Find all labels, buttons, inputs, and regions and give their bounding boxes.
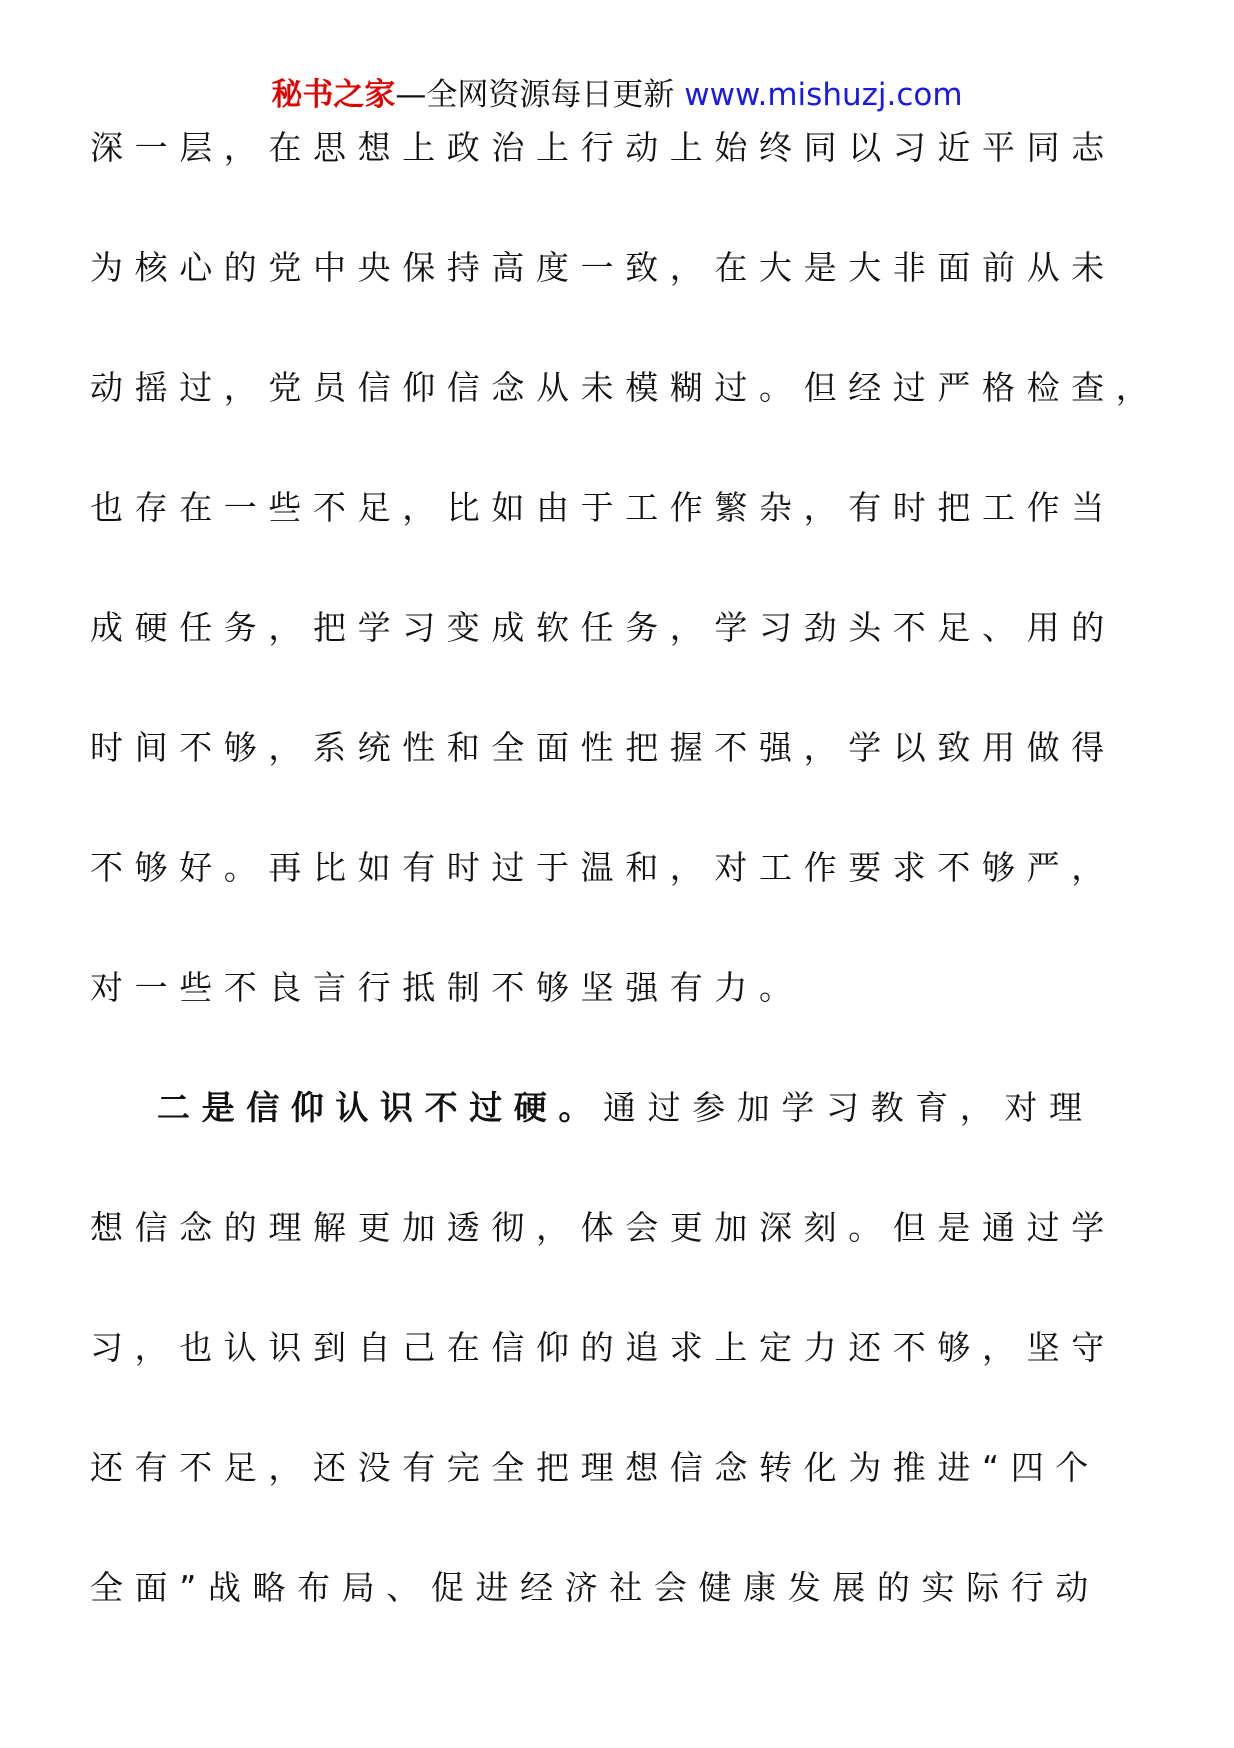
paragraph-line: 想信念的理解更加透彻，体会更加深刻。但是通过学 [90, 1208, 1116, 1247]
section-heading-continuation: 通过参加学习教育，对理 [603, 1088, 1094, 1127]
paragraph-line: 还有不足，还没有完全把理想信念转化为推进“四个 [90, 1448, 1100, 1487]
paragraph-line: 习，也认识到自己在信仰的追求上定力还不够，坚守 [90, 1328, 1116, 1367]
paragraph-line: 为核心的党中央保持高度一致，在大是大非面前从未 [90, 248, 1116, 287]
paragraph-line: 全面”战略布局、促进经济社会健康发展的实际行动 [90, 1568, 1100, 1607]
site-header [0, 74, 1234, 116]
paragraph-line: 动摇过，党员信仰信念从未模糊过。但经过严格检查， [90, 368, 1161, 407]
paragraph-line: 时间不够，系统性和全面性把握不强，学以致用做得 [90, 728, 1116, 767]
brand-name: 秘书之家 [271, 77, 396, 113]
paragraph-line: 对一些不良言行抵制不够坚强有力。 [90, 968, 804, 1007]
paragraph-line: 也存在一些不足，比如由于工作繁杂，有时把工作当 [90, 488, 1116, 527]
document-body [90, 118, 1160, 1678]
site-url-link[interactable]: www.mishuzj.com [684, 77, 963, 113]
section-heading-line [90, 1078, 1160, 1198]
section-heading: 二是信仰认识不过硬。 [157, 1088, 603, 1127]
paragraph-line: 深一层，在思想上政治上行动上始终同以习近平同志 [90, 128, 1116, 167]
paragraph-line: 不够好。再比如有时过于温和，对工作要求不够严， [90, 848, 1116, 887]
header-tagline: —全网资源每日更新 [395, 77, 685, 113]
paragraph-line: 成硬任务，把学习变成软任务，学习劲头不足、用的 [90, 608, 1116, 647]
